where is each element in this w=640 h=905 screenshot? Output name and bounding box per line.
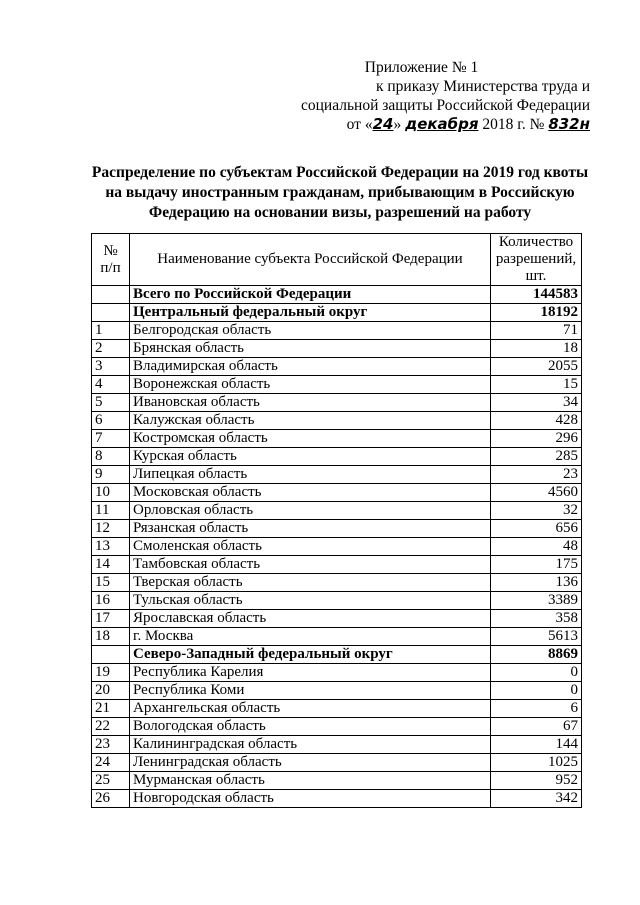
- row-num: 2: [92, 340, 130, 358]
- table-row: [92, 376, 582, 394]
- row-num: 18: [92, 628, 130, 646]
- document-title-line-3: Федерацию на основании визы, разрешений на работу: [148, 204, 532, 221]
- row-value: 2055: [491, 358, 582, 376]
- row-name: Новгородская область: [130, 790, 491, 808]
- header-name: Наименование субъекта Российской Федерации: [130, 234, 491, 286]
- row-value: 4560: [491, 484, 582, 502]
- row-num: 17: [92, 610, 130, 628]
- appendix-line-1: к приказу Министерства труда и: [375, 78, 590, 95]
- appendix-line-2: социальной защиты Российской Федерации: [300, 97, 590, 114]
- table-row: [92, 340, 582, 358]
- row-num: 22: [92, 718, 130, 736]
- appendix-title: Приложение № 1: [364, 59, 479, 76]
- row-value: 23: [491, 466, 582, 484]
- row-value: 342: [491, 790, 582, 808]
- row-name: Мурманская область: [130, 772, 491, 790]
- table-row: [92, 412, 582, 430]
- row-num: 14: [92, 556, 130, 574]
- row-num: 16: [92, 592, 130, 610]
- table-row: [92, 466, 582, 484]
- row-name: Ярославская область: [130, 610, 491, 628]
- table-row: [92, 574, 582, 592]
- row-value: 34: [491, 394, 582, 412]
- table-row: [92, 718, 582, 736]
- row-name: Тверская область: [130, 574, 491, 592]
- row-name: Курская область: [130, 448, 491, 466]
- table-row: [92, 700, 582, 718]
- row-value: 144: [491, 736, 582, 754]
- row-value: 18: [491, 340, 582, 358]
- table-header-row: [92, 234, 582, 286]
- row-num: 19: [92, 664, 130, 682]
- table-row: [92, 556, 582, 574]
- document-title-line-2: на выдачу иностранным гражданам, прибывающим в Российскую: [105, 184, 575, 201]
- row-value: 0: [491, 664, 582, 682]
- row-name: Белгородская область: [130, 322, 491, 340]
- row-num: 24: [92, 754, 130, 772]
- row-name: Брянская область: [130, 340, 491, 358]
- header-num: № п/п: [92, 234, 130, 286]
- row-value: 32: [491, 502, 582, 520]
- handwritten-day: 24: [372, 115, 394, 133]
- row-num: 1: [92, 322, 130, 340]
- table-body: [92, 286, 582, 808]
- table-row: [92, 538, 582, 556]
- row-name: Всего по Российской Федерации: [130, 286, 491, 304]
- table-row: [92, 430, 582, 448]
- row-name: Ивановская область: [130, 394, 491, 412]
- handwritten-order-number: 832н: [548, 115, 590, 133]
- table-row: [92, 358, 582, 376]
- table-row: [92, 286, 582, 304]
- row-value: 952: [491, 772, 582, 790]
- table-row: [92, 394, 582, 412]
- table-row: [92, 448, 582, 466]
- table-row: [92, 772, 582, 790]
- row-value: 144583: [491, 286, 582, 304]
- row-name: Северо-Западный федеральный округ: [130, 646, 491, 664]
- row-name: Республика Коми: [130, 682, 491, 700]
- row-name: Тамбовская область: [130, 556, 491, 574]
- row-num: 9: [92, 466, 130, 484]
- row-value: 48: [491, 538, 582, 556]
- table-row: [92, 502, 582, 520]
- handwritten-month: декабря: [405, 115, 479, 133]
- row-num: 23: [92, 736, 130, 754]
- row-num: 11: [92, 502, 130, 520]
- table-row: [92, 646, 582, 664]
- row-value: 175: [491, 556, 582, 574]
- row-name: Рязанская область: [130, 520, 491, 538]
- row-value: 18192: [491, 304, 582, 322]
- row-value: 656: [491, 520, 582, 538]
- row-value: 71: [491, 322, 582, 340]
- row-num: 5: [92, 394, 130, 412]
- row-name: Ленинградская область: [130, 754, 491, 772]
- row-name: Московская область: [130, 484, 491, 502]
- row-num: 4: [92, 376, 130, 394]
- row-name: Орловская область: [130, 502, 491, 520]
- row-value: 0: [491, 682, 582, 700]
- row-num: 13: [92, 538, 130, 556]
- table-row: [92, 484, 582, 502]
- row-value: 1025: [491, 754, 582, 772]
- row-name: Республика Карелия: [130, 664, 491, 682]
- document-title-line-1: Распределение по субъектам Российской Федерации на 2019 год квоты: [91, 164, 589, 181]
- row-name: г. Москва: [130, 628, 491, 646]
- row-value: 136: [491, 574, 582, 592]
- row-num: [92, 646, 130, 664]
- row-value: 8869: [491, 646, 582, 664]
- document-title: [70, 163, 610, 223]
- row-name: Липецкая область: [130, 466, 491, 484]
- table-row: [92, 682, 582, 700]
- table-row: [92, 790, 582, 808]
- row-value: 6: [491, 700, 582, 718]
- quota-table: [91, 233, 582, 808]
- table-row: [92, 610, 582, 628]
- row-num: 7: [92, 430, 130, 448]
- day-suffix: »: [393, 116, 402, 133]
- row-value: 285: [491, 448, 582, 466]
- row-name: Вологодская область: [130, 718, 491, 736]
- row-num: [92, 286, 130, 304]
- appendix-block: [301, 58, 590, 134]
- row-name: Калининградская область: [130, 736, 491, 754]
- row-num: 20: [92, 682, 130, 700]
- row-num: 15: [92, 574, 130, 592]
- table-row: [92, 736, 582, 754]
- table-row: [92, 628, 582, 646]
- year-and-number-label: 2018 г. №: [482, 116, 545, 133]
- table-row: [92, 592, 582, 610]
- header-count: Количество разрешений, шт.: [491, 234, 582, 286]
- row-value: 3389: [491, 592, 582, 610]
- row-name: Тульская область: [130, 592, 491, 610]
- table-row: [92, 322, 582, 340]
- row-value: 5613: [491, 628, 582, 646]
- row-value: 15: [491, 376, 582, 394]
- table-row: [92, 520, 582, 538]
- row-num: 3: [92, 358, 130, 376]
- row-num: 21: [92, 700, 130, 718]
- row-num: 26: [92, 790, 130, 808]
- table-row: [92, 664, 582, 682]
- row-num: 6: [92, 412, 130, 430]
- row-num: 8: [92, 448, 130, 466]
- table-row: [92, 304, 582, 322]
- date-prefix: от «: [346, 116, 373, 133]
- row-name: Воронежская область: [130, 376, 491, 394]
- row-value: 67: [491, 718, 582, 736]
- row-num: 12: [92, 520, 130, 538]
- row-value: 358: [491, 610, 582, 628]
- row-num: 10: [92, 484, 130, 502]
- row-value: 428: [491, 412, 582, 430]
- row-name: Костромская область: [130, 430, 491, 448]
- row-name: Смоленская область: [130, 538, 491, 556]
- row-num: 25: [92, 772, 130, 790]
- table-row: [92, 754, 582, 772]
- row-name: Владимирская область: [130, 358, 491, 376]
- row-name: Калужская область: [130, 412, 491, 430]
- appendix-date-line: [301, 115, 590, 134]
- row-value: 296: [491, 430, 582, 448]
- row-name: Центральный федеральный округ: [130, 304, 491, 322]
- row-name: Архангельская область: [130, 700, 491, 718]
- row-num: [92, 304, 130, 322]
